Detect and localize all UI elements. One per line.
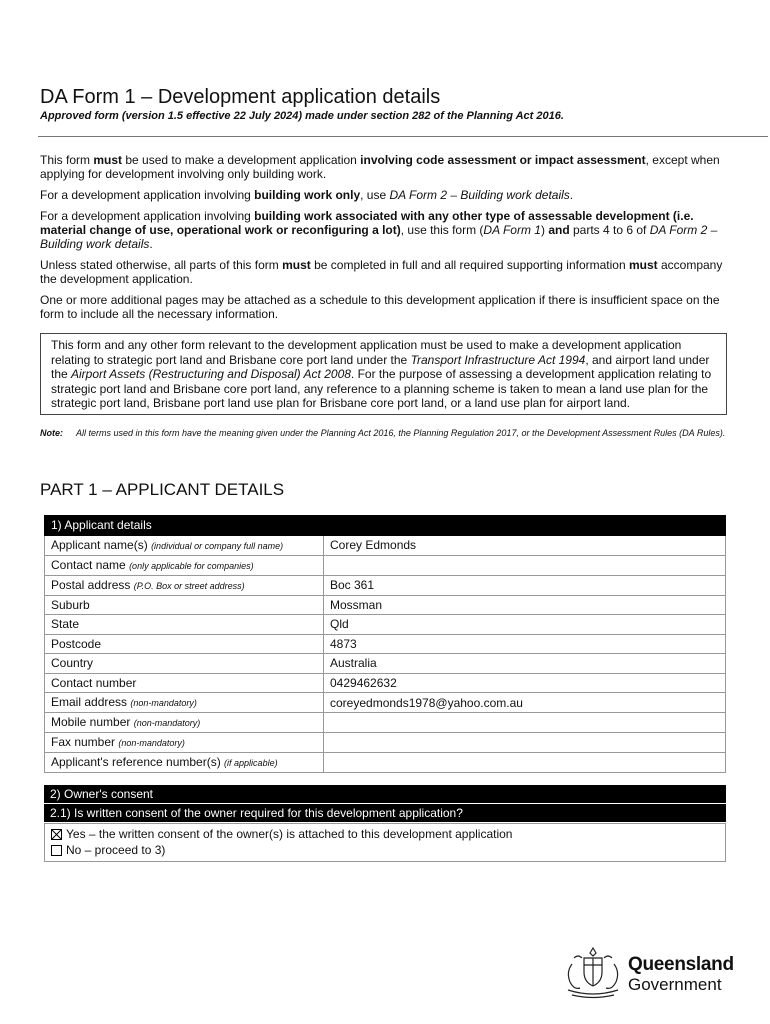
- coat-of-arms-icon: [562, 944, 624, 1000]
- intro-text-segment: be used to make a development application: [122, 153, 361, 167]
- intro-text-segment: .: [569, 188, 574, 202]
- applicant-field-label: [45, 713, 324, 733]
- applicant-field-value[interactable]: [324, 733, 726, 753]
- applicant-details-header: [45, 516, 726, 536]
- intro-text-segment: ): [540, 223, 549, 237]
- applicant-field-value[interactable]: 0429462632: [324, 673, 726, 693]
- intro-bold-segment: building work only: [254, 188, 361, 202]
- header-divider: [38, 136, 768, 137]
- intro-italic-segment: DA Form 2 – Building work details: [389, 188, 570, 202]
- intro-bold-segment: must: [93, 153, 123, 167]
- applicant-row: [45, 753, 726, 773]
- applicant-field-value[interactable]: [324, 753, 726, 773]
- applicant-field-value[interactable]: [324, 713, 726, 733]
- page-subtitle: Approved form (version 1.5 effective 22 July 2024) made under section 282 of the Planning Act 2016.: [40, 110, 564, 122]
- terms-note: [40, 427, 728, 439]
- intro-text-segment: , except when applying for development involving only building work.: [40, 153, 720, 181]
- notice-text-segment: , and airport land under the: [51, 352, 710, 381]
- note-text: All terms used in this form have the meaning given under the Planning Act 2016, the Planning Regulation 2017, or the Development Assessment Rules (DA Rules).: [76, 428, 726, 438]
- applicant-field-label: [45, 595, 324, 615]
- intro-bold-segment: involving code assessment or impact assessment: [360, 153, 646, 167]
- applicant-row: [45, 713, 726, 733]
- applicant-row: [45, 673, 726, 693]
- applicant-field-value[interactable]: Qld: [324, 615, 726, 635]
- intro-text-segment: .: [149, 237, 153, 251]
- checkbox-yes[interactable]: [51, 829, 62, 840]
- note-label: Note:: [40, 428, 63, 438]
- applicant-field-value[interactable]: [324, 555, 726, 575]
- field-label-text: State: [51, 617, 80, 632]
- owners-consent-section: [44, 785, 726, 862]
- applicant-field-label: [45, 535, 324, 555]
- intro-text-segment: For a development application involving: [40, 209, 255, 223]
- notice-italic-segment: Airport Assets (Restructuring and Disposal) Act 2008: [71, 367, 351, 381]
- field-label-text: Email address: [51, 695, 128, 709]
- field-hint-text: (non-mandatory): [130, 698, 197, 708]
- field-label-text: Fax number: [51, 735, 116, 749]
- intro-text: [40, 153, 728, 328]
- page-title: DA Form 1 – Development application details: [40, 86, 441, 108]
- field-label-text: Suburb: [51, 597, 90, 612]
- applicant-row: [45, 634, 726, 654]
- field-label-text: Mobile number: [51, 715, 131, 729]
- intro-text-segment: , use: [360, 188, 390, 202]
- field-label-text: Applicant's reference number(s): [51, 755, 221, 769]
- section-header-label: 1) Applicant details: [45, 516, 726, 536]
- field-label-text: Postcode: [51, 636, 102, 651]
- intro-paragraph-4: [40, 258, 728, 286]
- applicant-field-value[interactable]: Australia: [324, 654, 726, 674]
- consent-option-label: No – proceed to 3): [66, 843, 166, 857]
- queensland-government-logo: [562, 944, 737, 999]
- applicant-field-label: [45, 615, 324, 635]
- applicant-row: [45, 654, 726, 674]
- intro-paragraph-2: [40, 188, 728, 202]
- field-hint-text: (non-mandatory): [118, 738, 185, 748]
- owners-consent-header: 2) Owner's consent: [44, 785, 726, 804]
- consent-option-label: Yes – the written consent of the owner(s) is attached to this development application: [66, 827, 513, 841]
- notice-text-segment: . For the purpose of assessing a development application relating to strategic port land and Brisbane core port land, any reference to a planning scheme is taken to mean a land use plan for the strategic port land, Brisbane port land use plan for Brisbane core port land, or a land use plan for airport land.: [51, 367, 712, 410]
- applicant-field-value[interactable]: Mossman: [324, 595, 726, 615]
- intro-text-segment: , use this form (: [400, 223, 484, 237]
- intro-text-segment: parts 4 to 6 of: [569, 223, 650, 237]
- field-label-text: Contact name: [51, 557, 126, 572]
- intro-bold-segment: building work associated with any other type of assessable development (i.e. material change of use, operational work or reconfiguring a lot): [40, 209, 694, 237]
- field-label-text: Country: [51, 656, 94, 671]
- applicant-row: [45, 595, 726, 615]
- field-hint-text: (individual or company full name): [151, 540, 284, 551]
- applicant-field-label: [45, 753, 324, 773]
- logo-line-2: Government: [628, 975, 722, 994]
- applicant-field-label: [45, 634, 324, 654]
- intro-text-segment: For a development application involving: [40, 188, 255, 202]
- part1-title: PART 1 – APPLICANT DETAILS: [40, 480, 285, 499]
- field-label-text: Applicant name(s): [51, 537, 148, 552]
- intro-paragraph-5: One or more additional pages may be attached as a schedule to this development application if there is insufficient space on the form to include all the necessary information.: [40, 293, 720, 321]
- intro-italic-segment: DA Form 2 – Building work details: [40, 223, 718, 251]
- applicant-field-value[interactable]: coreyedmonds1978@yahoo.com.au: [324, 693, 726, 713]
- applicant-row: [45, 733, 726, 753]
- notice-text-segment: This form and any other form relevant to the development application must be used to make a development application relating to strategic port land and Brisbane core port land under the: [51, 338, 682, 367]
- applicant-row: [45, 555, 726, 575]
- consent-option-no[interactable]: [51, 842, 719, 858]
- field-label-text: Contact number: [51, 675, 137, 690]
- notice-italic-segment: Transport Infrastructure Act 1994: [410, 352, 586, 367]
- intro-text-segment: This form: [40, 153, 94, 167]
- intro-text-segment: Unless stated otherwise, all parts of this form: [40, 258, 283, 272]
- applicant-field-value[interactable]: Corey Edmonds: [324, 535, 726, 555]
- checkbox-no[interactable]: [51, 845, 62, 856]
- applicant-field-label: [45, 654, 324, 674]
- applicant-field-label: [45, 733, 324, 753]
- intro-text-segment: be completed in full and all required supporting information: [310, 258, 629, 272]
- applicant-field-label: [45, 673, 324, 693]
- applicant-row: [45, 615, 726, 635]
- intro-bold-segment: must: [282, 258, 311, 272]
- field-hint-text: (only applicable for companies): [129, 560, 254, 571]
- applicant-row: [45, 693, 726, 713]
- owners-consent-question: 2.1) Is written consent of the owner required for this development application?: [44, 804, 726, 823]
- port-land-notice-box: [40, 333, 727, 415]
- field-hint-text: (non-mandatory): [133, 718, 201, 728]
- applicant-field-value[interactable]: 4873: [324, 634, 726, 654]
- applicant-field-value[interactable]: Boc 361: [324, 575, 726, 595]
- owners-consent-options: [44, 823, 726, 862]
- applicant-row: [45, 575, 726, 595]
- intro-paragraph-3: [40, 209, 728, 251]
- applicant-row: [45, 535, 726, 555]
- applicant-field-label: [45, 575, 324, 595]
- logo-line-1: Queensland: [628, 954, 734, 975]
- intro-bold-segment: must: [628, 258, 658, 272]
- applicant-details-table: [44, 515, 726, 773]
- intro-paragraph-1: [40, 153, 728, 181]
- intro-bold-segment: and: [548, 223, 570, 237]
- field-hint-text: (P.O. Box or street address): [133, 580, 245, 591]
- field-hint-text: (if applicable): [224, 758, 278, 768]
- consent-option-yes[interactable]: [51, 826, 719, 842]
- applicant-field-label: [45, 693, 324, 713]
- applicant-field-label: [45, 555, 324, 575]
- intro-text-segment: accompany the development application.: [40, 258, 723, 286]
- field-label-text: Postal address: [51, 577, 131, 592]
- intro-italic-segment: DA Form 1: [483, 223, 541, 237]
